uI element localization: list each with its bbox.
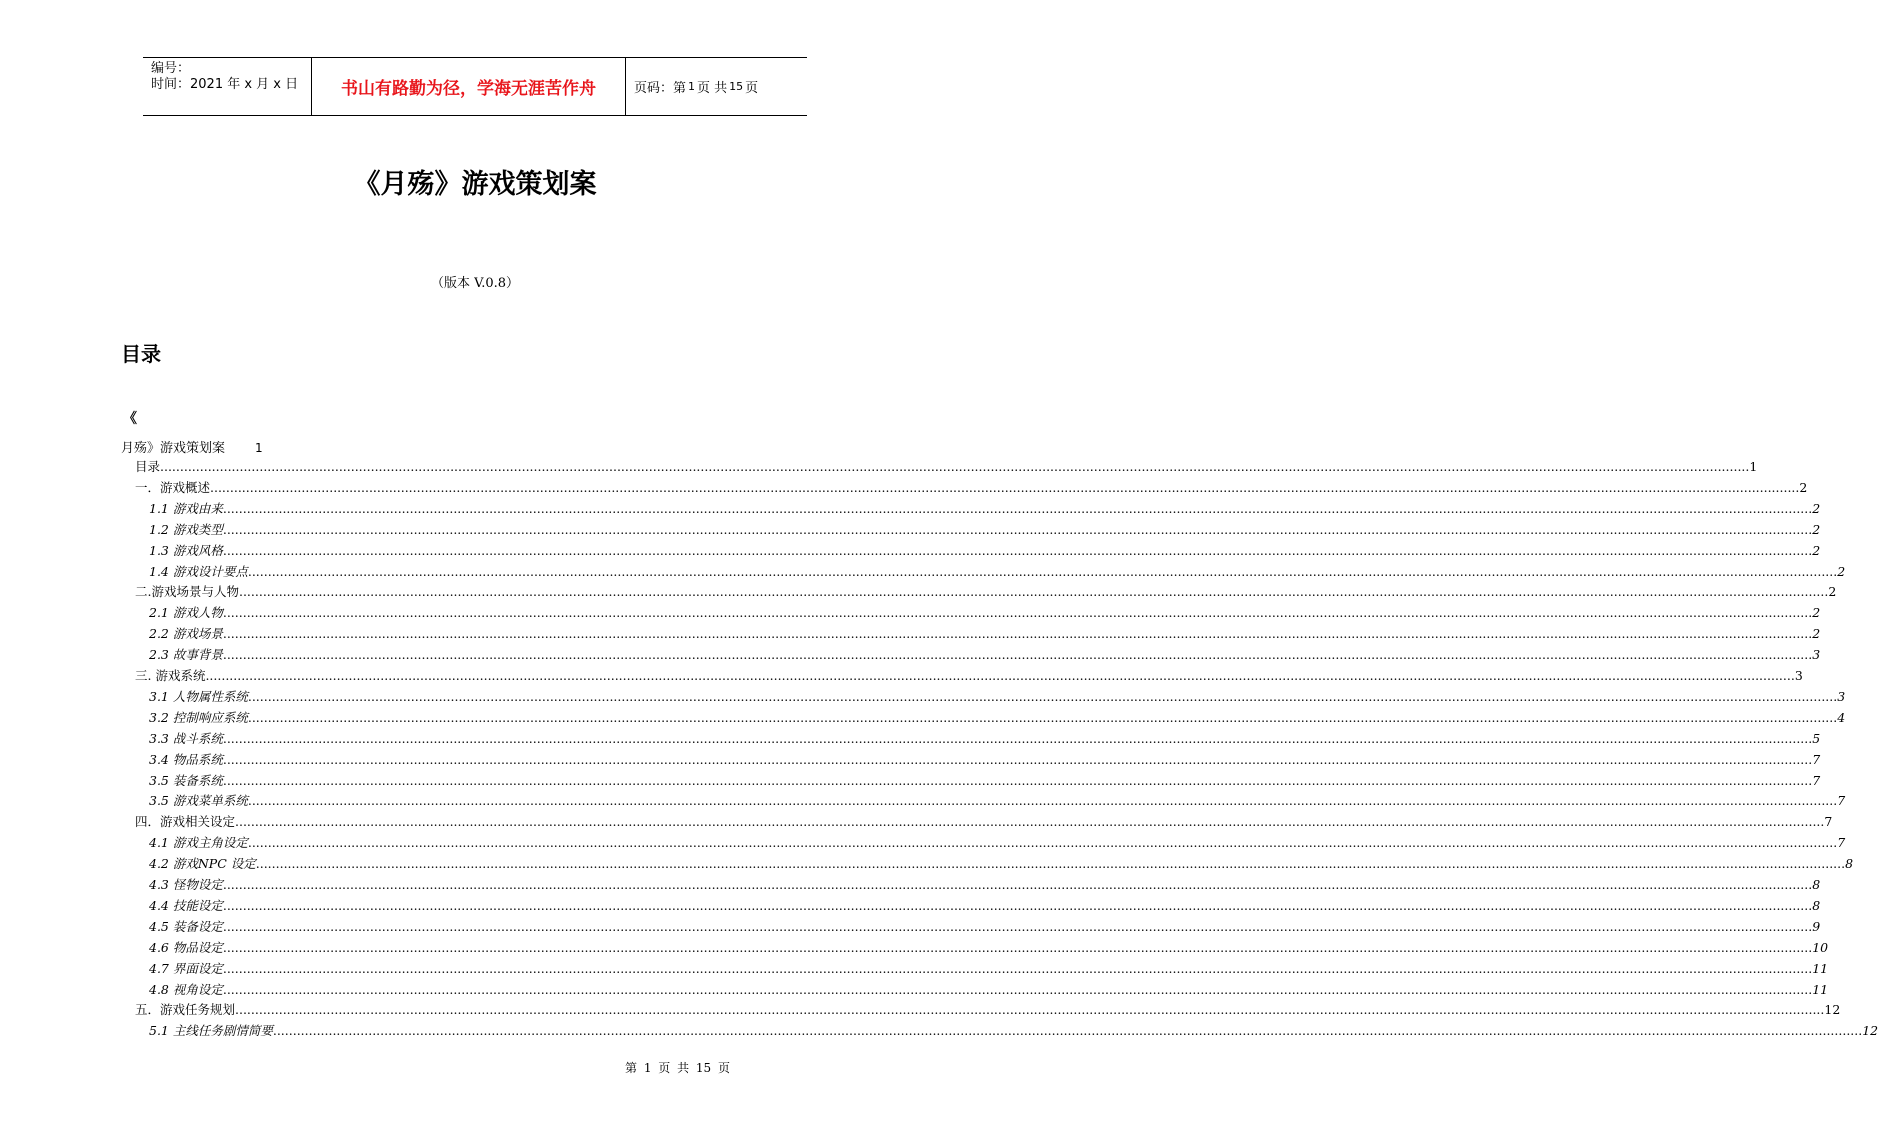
toc-row[interactable] [149,729,1821,749]
toc-dot-leader: ................................................................................................................................................................................................................................................................................................................................................................................................................ [160,459,1750,474]
toc-entry-text: 4.2 游戏NPC 设定 [149,856,256,872]
toc-first-page: 1 [255,441,263,455]
toc-entry-page: 11 [1812,981,1829,997]
toc-dot-leader: ................................................................................................................................................................................................................................................................................................................................................................................................................ [210,479,1800,495]
toc-row[interactable] [149,499,1821,519]
time-label: 时间：2021 年 x 月 x 日 [151,77,299,92]
toc-entry-text: 3.2 控制响应系统 [149,709,248,725]
toc-heading: 目录 [121,342,161,366]
toc-entry-text: 一．游戏概述 [135,479,211,495]
toc-dot-leader: ................................................................................................................................................................................................................................................................................................................................................................................................................ [205,668,1795,683]
toc-row[interactable] [149,875,1821,895]
toc-row[interactable] [149,624,1821,644]
toc-entry-text: 二.游戏场景与人物 [135,584,239,600]
toc-entry-page: 2 [1812,521,1821,537]
toc-entry-text: 4.5 装备设定 [149,918,223,934]
toc-entry-text: 3.1 人物属性系统 [149,688,248,704]
toc-entry-text: 2.3 故事背景 [149,647,223,663]
toc-entry-text: 3.3 战斗系统 [149,730,223,746]
toc-dot-leader: ................................................................................................................................................................................................................................................................................................................................................................................................................ [222,897,1813,913]
page-total: 15 [729,80,744,93]
toc-dot-leader: ................................................................................................................................................................................................................................................................................................................................................................................................................ [222,918,1813,934]
toc-entry-text: 1.3 游戏风格 [149,542,223,558]
toc-dot-leader: ................................................................................................................................................................................................................................................................................................................................................................................................................ [222,730,1813,746]
toc-lead-bracket: 《 [123,411,137,427]
toc-dot-leader: ................................................................................................................................................................................................................................................................................................................................................................................................................ [247,688,1838,704]
toc-entry-text: 4.8 视角设定 [149,981,223,997]
toc-dot-leader: ................................................................................................................................................................................................................................................................................................................................................................................................................ [222,605,1813,621]
page-current: 1 [688,80,696,93]
toc-entry-page: 12 [1862,1023,1878,1039]
toc-entry-text: 4.3 怪物设定 [149,877,223,892]
toc-dot-leader: ................................................................................................................................................................................................................................................................................................................................................................................................................ [222,981,1813,997]
toc-entry-page: 3 [1837,688,1846,704]
toc-row[interactable] [149,854,1854,874]
toc-entry-page: 3 [1794,668,1803,683]
toc-entry-page: 5 [1812,730,1821,746]
toc-entry-page: 2 [1828,584,1837,600]
toc-entry-text: 4.4 技能设定 [149,897,223,913]
toc-dot-leader: ................................................................................................................................................................................................................................................................................................................................................................................................................ [247,835,1838,851]
toc-entry-text: 5.1 主线任务剧情简要 [149,1023,273,1039]
document-title: 《月殇》游戏策划案 [353,169,597,200]
toc-dot-leader: ................................................................................................................................................................................................................................................................................................................................................................................................................ [235,814,1825,830]
toc-entry-text: 1.4 游戏设计要点 [149,563,248,579]
toc-dot-leader: ................................................................................................................................................................................................................................................................................................................................................................................................................ [222,500,1813,516]
toc-entry-page: 7 [1837,793,1846,809]
toc-row[interactable] [149,1021,1878,1041]
toc-row[interactable] [149,645,1821,665]
toc-entry-text: 3.4 物品系统 [149,751,223,767]
toc-dot-leader: ................................................................................................................................................................................................................................................................................................................................................................................................................ [222,939,1813,955]
toc-entry-page: 12 [1824,1002,1841,1018]
toc-dot-leader: ................................................................................................................................................................................................................................................................................................................................................................................................................ [222,626,1813,642]
page-suffix: 页 [745,81,759,96]
toc-row[interactable] [135,812,1833,832]
document-version: （版本 V.0.8） [430,276,520,291]
toc-entry-page: 11 [1812,960,1829,976]
toc-entry-page: 9 [1812,918,1821,934]
toc-row[interactable] [135,666,1803,686]
toc-entry-page: 8 [1812,877,1821,892]
header-meta-cell [143,58,312,115]
toc-dot-leader: ................................................................................................................................................................................................................................................................................................................................................................................................................ [222,751,1813,767]
toc-dot-leader: ................................................................................................................................................................................................................................................................................................................................................................................................................ [222,877,1813,892]
toc-row[interactable] [149,833,1846,853]
toc-row[interactable] [149,687,1846,707]
toc-entry-text: 4.7 界面设定 [149,960,223,976]
page-prefix: 页码：第 [634,81,687,96]
toc-entry-text: 2.1 游戏人物 [149,605,223,621]
toc-entry-text: 三. 游戏系统 [135,668,206,683]
toc-entry-page: 1 [1749,459,1758,474]
toc-row[interactable] [135,582,1837,602]
toc-first-text: 月殇》游戏策划案 [121,441,226,456]
toc-entry-page: 2 [1812,500,1821,516]
toc-entry-page: 2 [1837,563,1846,579]
toc-entry-text: 4.6 物品设定 [149,939,223,955]
toc-row[interactable] [135,1000,1841,1020]
toc-entry-page: 3 [1812,647,1821,663]
toc-entry-page: 7 [1812,772,1821,788]
toc-entry-page: 2 [1812,542,1821,558]
toc-dot-leader: ................................................................................................................................................................................................................................................................................................................................................................................................................ [222,960,1813,976]
header-motto: 书山有路勤为径，学海无涯苦作舟 [312,58,626,115]
header-page-info [626,58,807,115]
toc-dot-leader: ................................................................................................................................................................................................................................................................................................................................................................................................................ [247,563,1838,579]
toc-entry-text: 4.1 游戏主角设定 [149,835,248,851]
toc-row[interactable] [149,771,1821,791]
toc-row[interactable] [149,980,1829,1000]
toc-row[interactable] [149,791,1846,811]
toc-dot-leader: ................................................................................................................................................................................................................................................................................................................................................................................................................ [222,542,1813,558]
toc-entry-page: 7 [1824,814,1833,830]
toc-entry-page: 8 [1812,897,1821,913]
toc-row[interactable] [149,917,1821,937]
toc-entry-text: 1.2 游戏类型 [149,521,223,537]
toc-entry-page: 7 [1837,835,1846,851]
toc-entry-page: 10 [1812,939,1829,955]
toc-row[interactable] [149,603,1821,623]
toc-dot-leader: ................................................................................................................................................................................................................................................................................................................................................................................................................ [247,709,1838,725]
toc-entry-text: 3.5 装备系统 [149,772,223,788]
toc-dot-leader: ................................................................................................................................................................................................................................................................................................................................................................................................................ [238,584,1829,600]
toc-row[interactable] [149,938,1829,958]
page-footer: 第 1 页 共 15 页 [625,1061,730,1075]
toc-first-entry[interactable] [121,437,263,456]
toc-row[interactable] [149,708,1846,728]
toc-row[interactable] [149,896,1821,916]
toc-dot-leader: ................................................................................................................................................................................................................................................................................................................................................................................................................ [247,793,1838,809]
toc-dot-leader: ................................................................................................................................................................................................................................................................................................................................................................................................................ [222,647,1813,663]
toc-row[interactable] [149,541,1821,561]
toc-row[interactable] [149,959,1829,979]
toc-entry-page: 2 [1799,479,1808,495]
toc-entry-text: 3.5 游戏菜单系统 [149,793,248,809]
toc-row[interactable] [149,520,1821,540]
toc-entry-page: 2 [1812,626,1821,642]
toc-entry-page: 7 [1812,751,1821,767]
header-table [143,57,807,116]
toc-dot-leader: ................................................................................................................................................................................................................................................................................................................................................................................................................ [255,856,1846,872]
number-label: 编号： [151,61,191,76]
toc-entry-text: 目录 [135,459,161,474]
toc-entry-text: 四．游戏相关设定 [135,814,236,830]
toc-entry-text: 2.2 游戏场景 [149,626,223,642]
toc-entry-text: 1.1 游戏由来 [149,500,223,516]
toc-entry-text: 五．游戏任务规划 [135,1002,236,1018]
toc-dot-leader: ................................................................................................................................................................................................................................................................................................................................................................................................................ [222,521,1813,537]
toc-dot-leader: ................................................................................................................................................................................................................................................................................................................................................................................................................ [235,1002,1825,1018]
toc-dot-leader: ................................................................................................................................................................................................................................................................................................................................................................................................................ [222,772,1813,788]
toc-row[interactable] [149,562,1846,582]
toc-entry-page: 8 [1845,856,1854,872]
toc-row[interactable] [135,478,1808,498]
toc-row[interactable] [135,457,1758,477]
toc-entry-page: 4 [1837,709,1846,725]
page-mid: 页 共 [697,81,728,96]
toc-dot-leader: ................................................................................................................................................................................................................................................................................................................................................................................................................ [272,1023,1863,1039]
toc-row[interactable] [149,750,1821,770]
toc-entry-page: 2 [1812,605,1821,621]
